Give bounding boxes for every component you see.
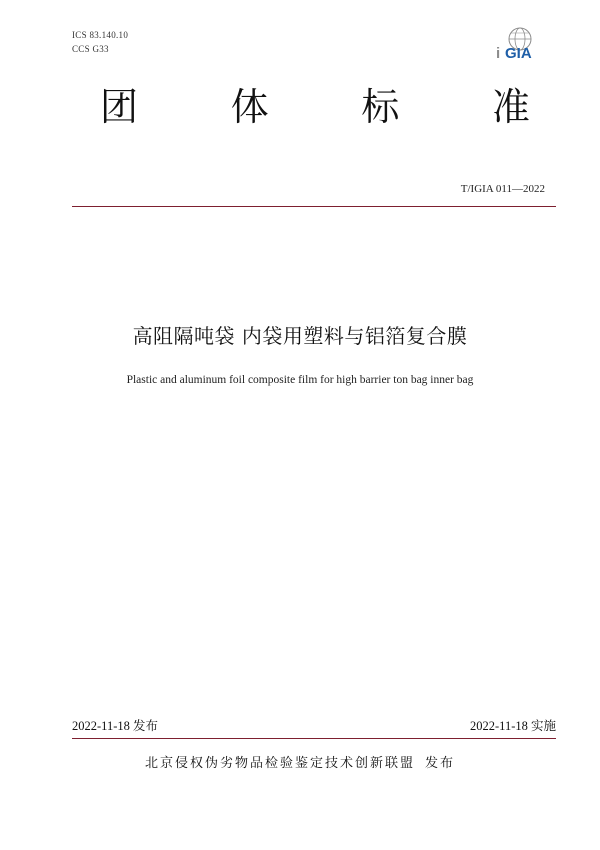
ics-code: ICS 83.140.10 xyxy=(72,30,129,40)
header-char-1: 团 xyxy=(100,85,139,129)
implementation-date: 2022-11-18 实施 xyxy=(470,719,556,733)
publication-date: 2022-11-18 发布 xyxy=(72,719,158,733)
english-title: Plastic and aluminum foil composite film for high barrier ton bag inner bag xyxy=(126,374,474,386)
logo-gia: GIA xyxy=(505,45,532,62)
issuer-name: 北京侵权伪劣物品检验鉴定技术创新联盟 xyxy=(144,756,415,771)
issuer-line xyxy=(0,752,600,771)
top-divider xyxy=(72,206,556,207)
igia-logo xyxy=(494,24,546,64)
standard-number: T/IGIA 011—2022 xyxy=(460,183,545,195)
logo-i: i xyxy=(496,45,501,62)
issuer-suffix: 发布 xyxy=(425,756,456,771)
chinese-title: 高阻隔吨袋 内袋用塑料与铝箔复合膜 xyxy=(132,324,468,348)
bottom-divider xyxy=(72,738,556,739)
header-char-3: 标 xyxy=(361,85,400,129)
header-char-4: 准 xyxy=(491,85,530,129)
ccs-code: CCS G33 xyxy=(72,44,109,54)
standard-type-title xyxy=(100,85,530,129)
header-char-2: 体 xyxy=(230,85,269,129)
